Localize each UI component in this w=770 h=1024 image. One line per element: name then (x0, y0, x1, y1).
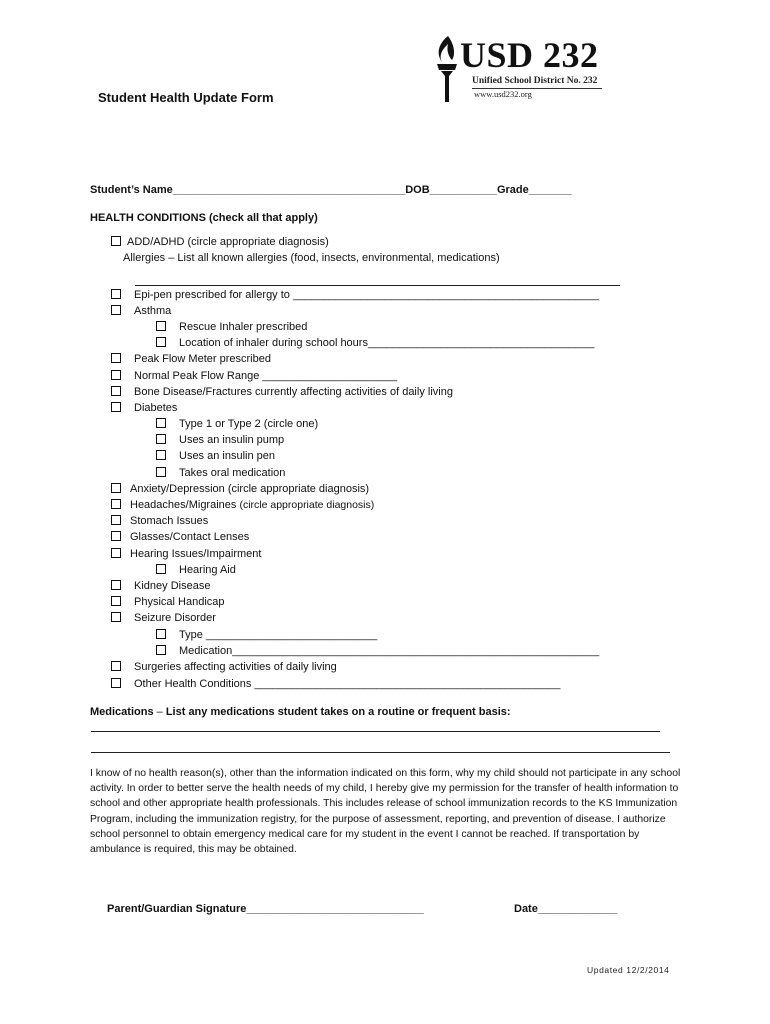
checkbox[interactable] (156, 434, 166, 444)
condition-bone[interactable] (111, 385, 453, 399)
grade-field[interactable]: _______ (528, 184, 572, 196)
medications-answer-line[interactable] (91, 752, 670, 753)
condition-physical[interactable] (111, 595, 225, 609)
checkbox[interactable] (111, 612, 121, 622)
condition-label: Rescue Inhaler prescribed (179, 321, 308, 333)
condition-seizure[interactable] (111, 611, 216, 625)
checkbox[interactable] (156, 321, 166, 331)
condition-label: Epi-pen prescribed for allergy to __________________________________________________ (134, 289, 599, 301)
logo-title: USD 232 (460, 35, 599, 75)
condition-epipen[interactable] (111, 288, 599, 302)
condition-label: ADD/ADHD (circle appropriate diagnosis) (127, 236, 329, 248)
condition-label: Headaches/Migraines (130, 499, 237, 511)
condition-label: Kidney Disease (134, 580, 211, 592)
condition-label: Location of inhaler during school hours_____________________________________ (179, 337, 595, 349)
condition-label: Other Health Conditions __________________________________________________ (134, 678, 561, 690)
checkbox[interactable] (111, 678, 121, 688)
condition-label: Type 1 or Type 2 (circle one) (179, 418, 319, 430)
torch-icon (432, 34, 462, 104)
sub-insulin-pen[interactable] (156, 449, 275, 463)
condition-diabetes[interactable] (111, 401, 177, 415)
checkbox[interactable] (111, 661, 121, 671)
medications-dash: – (156, 706, 163, 718)
medications-label: Medications (90, 706, 154, 718)
sub-rescue-inhaler[interactable] (156, 320, 307, 334)
condition-label: Anxiety/Depression (circle appropriate diagnosis) (130, 483, 370, 495)
condition-stomach[interactable] (111, 514, 208, 528)
date-label: Date (514, 903, 538, 915)
condition-add-adhd[interactable] (111, 235, 329, 249)
signature-field[interactable]: _____________________________ (246, 903, 424, 915)
checkbox[interactable] (156, 629, 166, 639)
checkbox[interactable] (111, 305, 121, 315)
date-line (514, 902, 617, 916)
checkbox[interactable] (111, 499, 121, 509)
checkbox[interactable] (111, 531, 121, 541)
signature-label: Parent/Guardian Signature (107, 903, 247, 915)
condition-label: Medication____________________________________________________________ (179, 645, 600, 657)
checkbox[interactable] (156, 337, 166, 347)
condition-headaches[interactable] (111, 498, 374, 512)
condition-anxiety[interactable] (111, 482, 369, 496)
checkbox[interactable] (156, 564, 166, 574)
checkbox[interactable] (111, 353, 121, 363)
condition-label: Hearing Aid (179, 564, 236, 576)
condition-label: Bone Disease/Fractures currently affecting activities of daily living (134, 386, 453, 398)
sub-hearing-aid[interactable] (156, 563, 236, 577)
condition-surgeries[interactable] (111, 660, 337, 674)
medications-answer-line[interactable] (91, 731, 660, 732)
checkbox[interactable] (111, 548, 121, 558)
student-info-line (90, 183, 572, 197)
condition-label: Normal Peak Flow Range ______________________ (134, 370, 397, 382)
dob-label: DOB (405, 184, 430, 196)
medications-heading (90, 705, 511, 719)
allergies-answer-line[interactable] (135, 285, 620, 286)
checkbox[interactable] (156, 450, 166, 460)
checkbox[interactable] (156, 418, 166, 428)
checkbox[interactable] (111, 515, 121, 525)
checkbox[interactable] (111, 236, 121, 246)
checkbox[interactable] (111, 370, 121, 380)
condition-note: (circle appropriate diagnosis) (239, 499, 375, 511)
sub-seizure-medication[interactable] (156, 644, 599, 658)
checkbox[interactable] (111, 289, 121, 299)
condition-label: Surgeries affecting activities of daily living (134, 661, 337, 673)
condition-glasses[interactable] (111, 530, 249, 544)
condition-label: Peak Flow Meter prescribed (134, 353, 271, 365)
student-name-field[interactable]: ______________________________________ (172, 184, 406, 196)
page-title: Student Health Update Form (98, 90, 274, 105)
grade-label: Grade (496, 184, 529, 196)
district-logo (432, 34, 612, 104)
checkbox[interactable] (111, 402, 121, 412)
condition-label: Takes oral medication (179, 467, 286, 479)
health-conditions-heading: HEALTH CONDITIONS (check all that apply) (90, 212, 318, 224)
checkbox[interactable] (156, 467, 166, 477)
date-field[interactable]: _____________ (537, 903, 618, 915)
condition-asthma[interactable] (111, 304, 171, 318)
condition-label: Uses an insulin pen (179, 450, 276, 462)
logo-website: www.usd232.org (474, 89, 532, 99)
condition-label: Hearing Issues/Impairment (130, 548, 262, 560)
condition-label: Asthma (134, 305, 172, 317)
signature-line (107, 902, 424, 916)
condition-hearing[interactable] (111, 547, 261, 561)
condition-kidney[interactable] (111, 579, 210, 593)
condition-label: Uses an insulin pump (179, 434, 285, 446)
sub-seizure-type[interactable] (156, 628, 377, 642)
dob-field[interactable]: ___________ (429, 184, 497, 196)
student-name-label: Student’s Name (90, 184, 173, 196)
medications-instruction: List any medications student takes on a routine or frequent basis: (165, 706, 511, 718)
checkbox[interactable] (111, 596, 121, 606)
checkbox[interactable] (156, 645, 166, 655)
checkbox[interactable] (111, 580, 121, 590)
condition-normal-peak-flow[interactable] (111, 369, 397, 383)
checkbox[interactable] (111, 386, 121, 396)
condition-label: Type ____________________________ (179, 629, 378, 641)
consent-statement: I know of no health reason(s), other than the information indicated on this form, why my child should not participate in any school activity. In order to better serve the health needs of my child, I hereby give my permission for the transfer of health information to school and other appropriate health professionals. This includes release of school immunization records to the KS Immunization Program, including the immunization registry, for the purpose of assessment, reporting, and prevention of disease. I authorize school personnel to obtain emergency medical care for my student in the event I cannot be reached. If transportation by ambulance is required, this may be obtained. (90, 768, 681, 856)
condition-label: Seizure Disorder (134, 612, 216, 624)
allergies-label: Allergies – List all known allergies (food, insects, environmental, medications) (123, 252, 500, 264)
sub-diabetes-type[interactable] (156, 417, 318, 431)
condition-other[interactable] (111, 677, 560, 691)
condition-label: Diabetes (134, 402, 178, 414)
condition-label: Physical Handicap (134, 596, 225, 608)
condition-label: Stomach Issues (130, 515, 209, 527)
checkbox[interactable] (111, 483, 121, 493)
sub-inhaler-location[interactable] (156, 336, 594, 350)
logo-district-name: Unified School District No. 232 (472, 76, 598, 86)
sub-insulin-pump[interactable] (156, 433, 284, 447)
condition-label: Glasses/Contact Lenses (130, 531, 250, 543)
condition-peak-flow[interactable] (111, 352, 271, 366)
updated-date: Updated 12/2/2014 (587, 965, 670, 975)
sub-oral-medication[interactable] (156, 466, 285, 480)
